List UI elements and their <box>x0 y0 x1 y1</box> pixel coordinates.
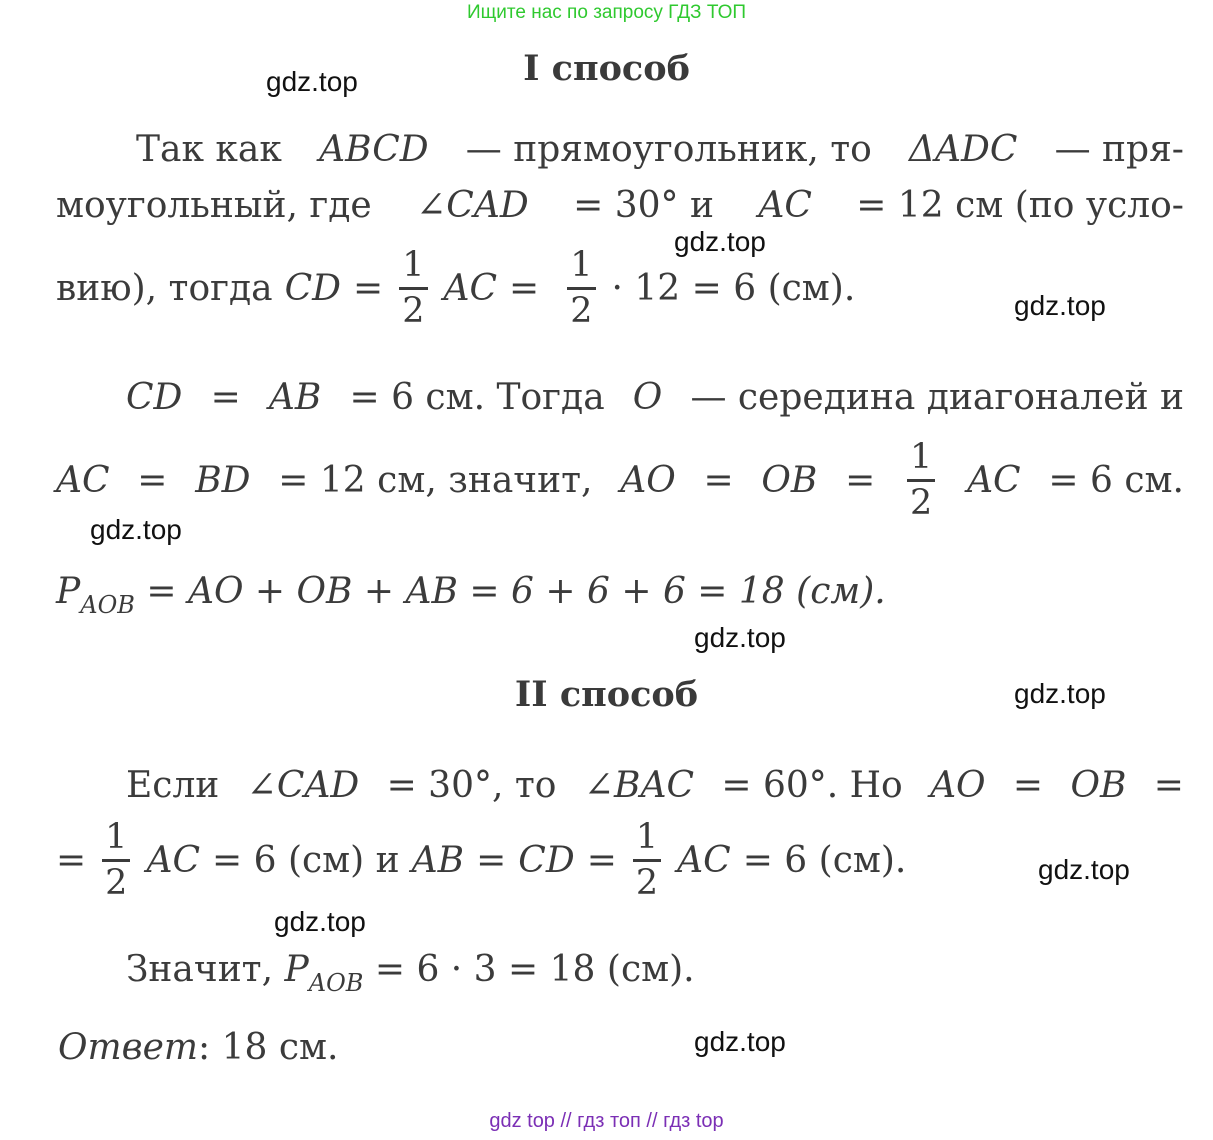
text-fragment: = <box>56 839 87 881</box>
math-var: AO <box>930 765 986 806</box>
footer-links: gdz top // гдз топ // гдз top <box>489 1110 724 1132</box>
text-fragment: = AO + OB + AB = 6 + 6 + 6 = 18 (см). <box>146 571 886 612</box>
section-heading-1: I способ <box>523 48 690 89</box>
text-line <box>126 950 695 1003</box>
math-var: AC <box>677 839 731 881</box>
text-fragment: = <box>703 459 734 501</box>
fraction: $\frac{1}{2}$ <box>102 820 130 901</box>
math-var: OB <box>761 459 818 501</box>
search-banner: Ищите нас по запросу ГДЗ ТОП <box>466 2 747 23</box>
math-var: ∠BAC <box>583 765 694 806</box>
math-var: ∠CAD <box>416 185 529 226</box>
text-fragment: = <box>137 459 168 501</box>
text-fragment: = 12 см (по усло- <box>856 185 1184 226</box>
math-var: AB <box>268 377 322 418</box>
text-fragment: = 6 (см). <box>742 839 907 881</box>
fraction: $\frac{1}{2}$ <box>399 248 427 329</box>
math-var: P <box>56 571 81 612</box>
text-line <box>126 766 1184 806</box>
text-fragment: = <box>845 459 876 501</box>
text-fragment: = 6 см. <box>1048 459 1184 501</box>
math-var: ΔADC <box>909 129 1018 170</box>
math-var: OB <box>1070 765 1127 806</box>
watermark: gdz.top <box>266 66 358 97</box>
math-var: AC <box>443 267 498 309</box>
answer-value: : 18 см. <box>198 1027 339 1068</box>
math-var: AO <box>620 459 676 501</box>
math-var: AC <box>56 459 110 501</box>
text-fragment: = 6 (см) и <box>212 839 400 881</box>
math-var: AB <box>411 839 465 881</box>
math-var: BD <box>195 459 251 501</box>
math-var: ∠CAD <box>246 765 360 806</box>
text-line <box>56 817 907 903</box>
text-fragment: = <box>1153 765 1184 806</box>
text-fragment: Если <box>126 765 220 806</box>
text-fragment: — пря- <box>1054 129 1184 170</box>
math-var: O <box>632 377 663 418</box>
text-fragment: вию), тогда <box>56 267 273 309</box>
watermark: gdz.top <box>90 514 182 545</box>
math-var: CD <box>284 267 342 309</box>
text-line <box>136 130 1184 170</box>
text-fragment: = <box>509 267 540 309</box>
watermark: gdz.top <box>1038 854 1130 885</box>
text-line <box>56 186 1184 226</box>
text-fragment: = <box>586 839 617 881</box>
text-fragment: Значит, <box>126 949 274 990</box>
fraction: $\frac{1}{2}$ <box>907 440 935 521</box>
text-fragment: — прямоугольник, то <box>465 129 872 170</box>
watermark: gdz.top <box>694 622 786 653</box>
math-var: AC <box>967 459 1021 501</box>
watermark: gdz.top <box>674 226 766 257</box>
text-fragment: = 30°, то <box>386 765 557 806</box>
text-fragment: = <box>353 267 384 309</box>
text-fragment: = 6 см. Тогда <box>349 377 605 418</box>
math-subscript: AOB <box>80 591 135 619</box>
math-var: AC <box>146 839 200 881</box>
watermark: gdz.top <box>694 1026 786 1057</box>
fraction: $\frac{1}{2}$ <box>567 248 595 329</box>
text-fragment: моугольный, где <box>56 185 372 226</box>
answer-line <box>58 1028 338 1068</box>
text-fragment: = <box>210 377 241 418</box>
watermark: gdz.top <box>274 906 366 937</box>
text-line <box>56 437 1184 523</box>
text-line <box>56 245 856 331</box>
text-fragment: = 30° и <box>573 185 714 226</box>
math-var: P <box>284 949 309 990</box>
fraction: $\frac{1}{2}$ <box>633 820 661 901</box>
watermark: gdz.top <box>1014 290 1106 321</box>
math-var: CD <box>126 377 183 418</box>
text-fragment: — середина диагоналей и <box>690 377 1184 418</box>
text-fragment: Так как <box>136 129 282 170</box>
text-fragment: = 12 см, значит, <box>278 459 593 501</box>
math-var: CD <box>518 839 575 881</box>
text-fragment: = <box>476 839 507 881</box>
text-line <box>56 572 886 625</box>
watermark: gdz.top <box>1014 678 1106 709</box>
text-fragment: · 12 = 6 (см). <box>611 267 856 309</box>
math-var: AC <box>758 185 812 226</box>
text-line <box>126 378 1184 418</box>
section-heading-2: II способ <box>514 674 699 715</box>
text-fragment: = <box>1012 765 1044 806</box>
math-var: ABCD <box>319 129 429 170</box>
text-fragment: = 60°. Но <box>721 765 903 806</box>
answer-label: Ответ <box>58 1027 199 1068</box>
text-fragment: = 6 · 3 = 18 (см). <box>374 949 695 990</box>
math-subscript: AOB <box>308 969 364 997</box>
